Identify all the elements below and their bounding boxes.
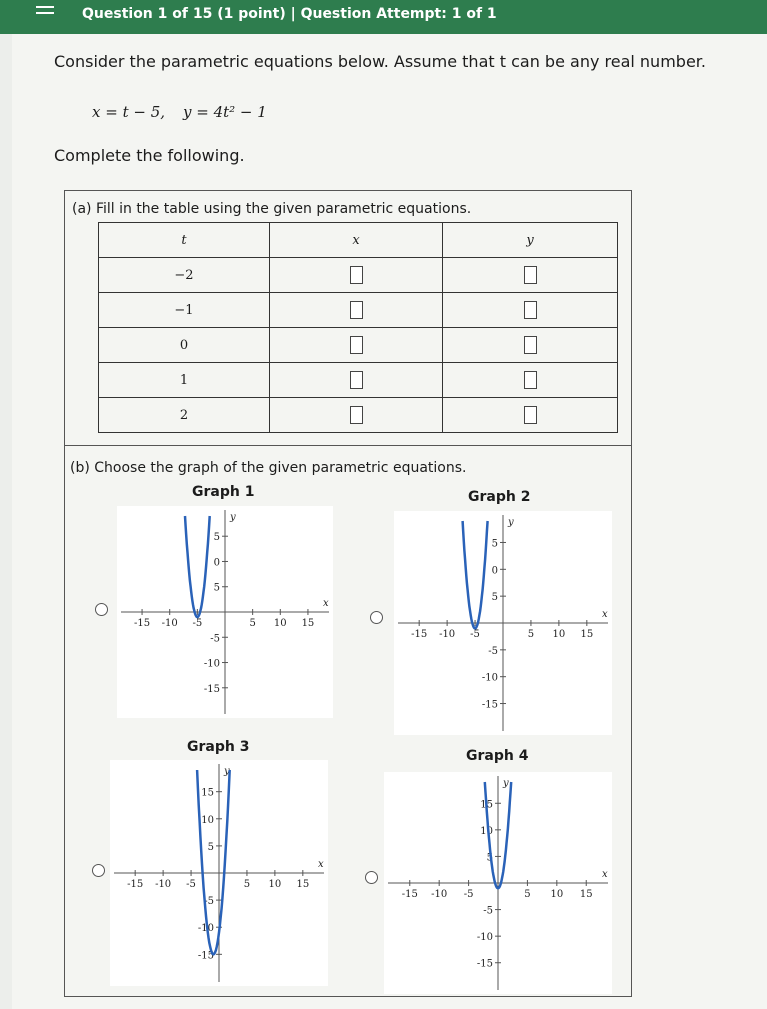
- part-a-label: (a) Fill in the table using the given parametric equations.: [72, 201, 472, 217]
- y-tick-label: 5: [213, 582, 220, 594]
- x-cell: [270, 363, 443, 398]
- x-tick-label: 5: [243, 879, 251, 890]
- x-cell: [270, 258, 443, 293]
- menu-icon[interactable]: [36, 6, 54, 18]
- x-tick-label: 5: [527, 629, 535, 640]
- t-value: −2: [99, 258, 270, 293]
- y-tick-label: -5: [204, 896, 214, 908]
- y-tick-label: 5: [491, 538, 498, 550]
- y-cell: [443, 363, 618, 398]
- column-header-y: y: [443, 223, 618, 258]
- x-input-t-neg2[interactable]: [350, 266, 363, 284]
- column-header-x: x: [270, 223, 443, 258]
- y-axis-label: y: [224, 766, 230, 777]
- x-cell: [270, 398, 443, 433]
- graph-3-radio[interactable]: [92, 864, 105, 877]
- instruction-text: Complete the following.: [54, 146, 245, 165]
- x-tick-label: -5: [192, 618, 203, 629]
- x-tick-label: 10: [552, 629, 566, 640]
- equation-y: y = 4t² − 1: [183, 103, 267, 121]
- parametric-table: [98, 222, 618, 433]
- graph-3: [110, 760, 328, 986]
- t-value: 1: [99, 363, 270, 398]
- t-value: 2: [99, 398, 270, 433]
- x-input-t-0[interactable]: [350, 336, 363, 354]
- y-tick-label: 5: [207, 841, 214, 853]
- y-tick-label: 5: [486, 852, 493, 864]
- x-axis-label: x: [602, 609, 608, 620]
- t-value: −1: [99, 293, 270, 328]
- y-tick-label: -15: [481, 699, 498, 711]
- graph-2: [394, 511, 612, 735]
- y-tick-label: 0: [213, 557, 220, 569]
- table-row: [99, 293, 618, 328]
- y-cell: [443, 293, 618, 328]
- table-row: [99, 363, 618, 398]
- x-axis-label: x: [323, 598, 329, 609]
- x-tick-label: 5: [249, 618, 256, 629]
- x-input-t-neg1[interactable]: [350, 301, 363, 319]
- y-cell: [443, 258, 618, 293]
- x-tick-label: -5: [186, 879, 196, 890]
- x-tick-label: 5: [524, 889, 531, 900]
- x-cell: [270, 293, 443, 328]
- x-axis-label: x: [602, 869, 608, 880]
- x-tick-label: -10: [439, 629, 456, 640]
- y-axis-label: y: [508, 517, 514, 528]
- y-tick-label: -10: [197, 923, 214, 935]
- y-tick-label: 5: [491, 592, 498, 604]
- graph-3-title: Graph 3: [187, 739, 250, 755]
- parabola-curve: [185, 516, 210, 617]
- y-tick-label: 0: [491, 565, 498, 577]
- x-tick-label: 15: [301, 618, 315, 629]
- x-cell: [270, 328, 443, 363]
- graph-4-title: Graph 4: [466, 748, 529, 764]
- graph-4: [384, 772, 612, 994]
- question-header-title: Question 1 of 15 (1 point) | Question Attempt: 1 of 1: [82, 6, 497, 22]
- y-tick-label: -5: [483, 905, 493, 917]
- y-input-t-1[interactable]: [524, 371, 537, 389]
- y-tick-label: 15: [201, 787, 214, 799]
- x-tick-label: 15: [579, 889, 593, 900]
- x-tick-label: -5: [463, 889, 474, 900]
- y-tick-label: -5: [488, 645, 498, 657]
- table-row: [99, 328, 618, 363]
- y-tick-label: -15: [203, 683, 220, 695]
- graph-2-title: Graph 2: [468, 489, 531, 505]
- y-tick-label: -15: [197, 950, 214, 962]
- x-input-t-1[interactable]: [350, 371, 363, 389]
- graph-1: [117, 506, 333, 718]
- x-tick-label: 15: [296, 879, 310, 890]
- x-tick-label: -10: [155, 879, 172, 890]
- graph-1-title: Graph 1: [192, 484, 255, 500]
- x-tick-label: -15: [411, 629, 428, 640]
- table-row: [99, 258, 618, 293]
- header-bar: [0, 0, 767, 34]
- x-tick-label: 10: [273, 618, 287, 629]
- y-tick-label: 15: [480, 799, 493, 811]
- part-b-label: (b) Choose the graph of the given parametric equations.: [70, 460, 467, 476]
- x-tick-label: -10: [161, 618, 178, 629]
- y-axis-label: y: [230, 512, 236, 523]
- x-tick-label: -5: [470, 629, 480, 640]
- y-input-t-neg2[interactable]: [524, 266, 537, 284]
- x-tick-label: -15: [134, 618, 151, 629]
- x-tick-label: 15: [580, 629, 594, 640]
- table-row: [99, 398, 618, 433]
- y-tick-label: -10: [476, 932, 493, 944]
- y-tick-label: 5: [213, 532, 220, 544]
- graph-4-radio[interactable]: [365, 871, 378, 884]
- x-tick-label: 10: [268, 879, 282, 890]
- y-input-t-2[interactable]: [524, 406, 537, 424]
- parabola-curve: [463, 521, 488, 628]
- y-axis-label: y: [503, 778, 509, 789]
- y-tick-label: -5: [210, 633, 220, 645]
- t-value: 0: [99, 328, 270, 363]
- y-tick-label: -10: [203, 658, 220, 670]
- y-cell: [443, 398, 618, 433]
- y-input-t-0[interactable]: [524, 336, 537, 354]
- column-header-t: t: [99, 223, 270, 258]
- x-tick-label: 10: [550, 889, 564, 900]
- table-header-row: [99, 223, 618, 258]
- equation-x: x = t − 5,: [92, 103, 166, 121]
- y-tick-label: -10: [481, 672, 498, 684]
- x-axis-label: x: [318, 859, 324, 870]
- y-input-t-neg1[interactable]: [524, 301, 537, 319]
- y-tick-label: 10: [201, 814, 214, 826]
- x-tick-label: -10: [431, 889, 448, 900]
- y-tick-label: 10: [480, 825, 493, 837]
- y-tick-label: -15: [476, 958, 493, 970]
- x-tick-label: -15: [401, 889, 418, 900]
- x-tick-label: -15: [127, 879, 144, 890]
- graph-2-radio[interactable]: [370, 611, 383, 624]
- y-cell: [443, 328, 618, 363]
- question-prompt: Consider the parametric equations below. Assume that t can be any real number.: [54, 52, 706, 71]
- graph-1-radio[interactable]: [95, 603, 108, 616]
- x-input-t-2[interactable]: [350, 406, 363, 424]
